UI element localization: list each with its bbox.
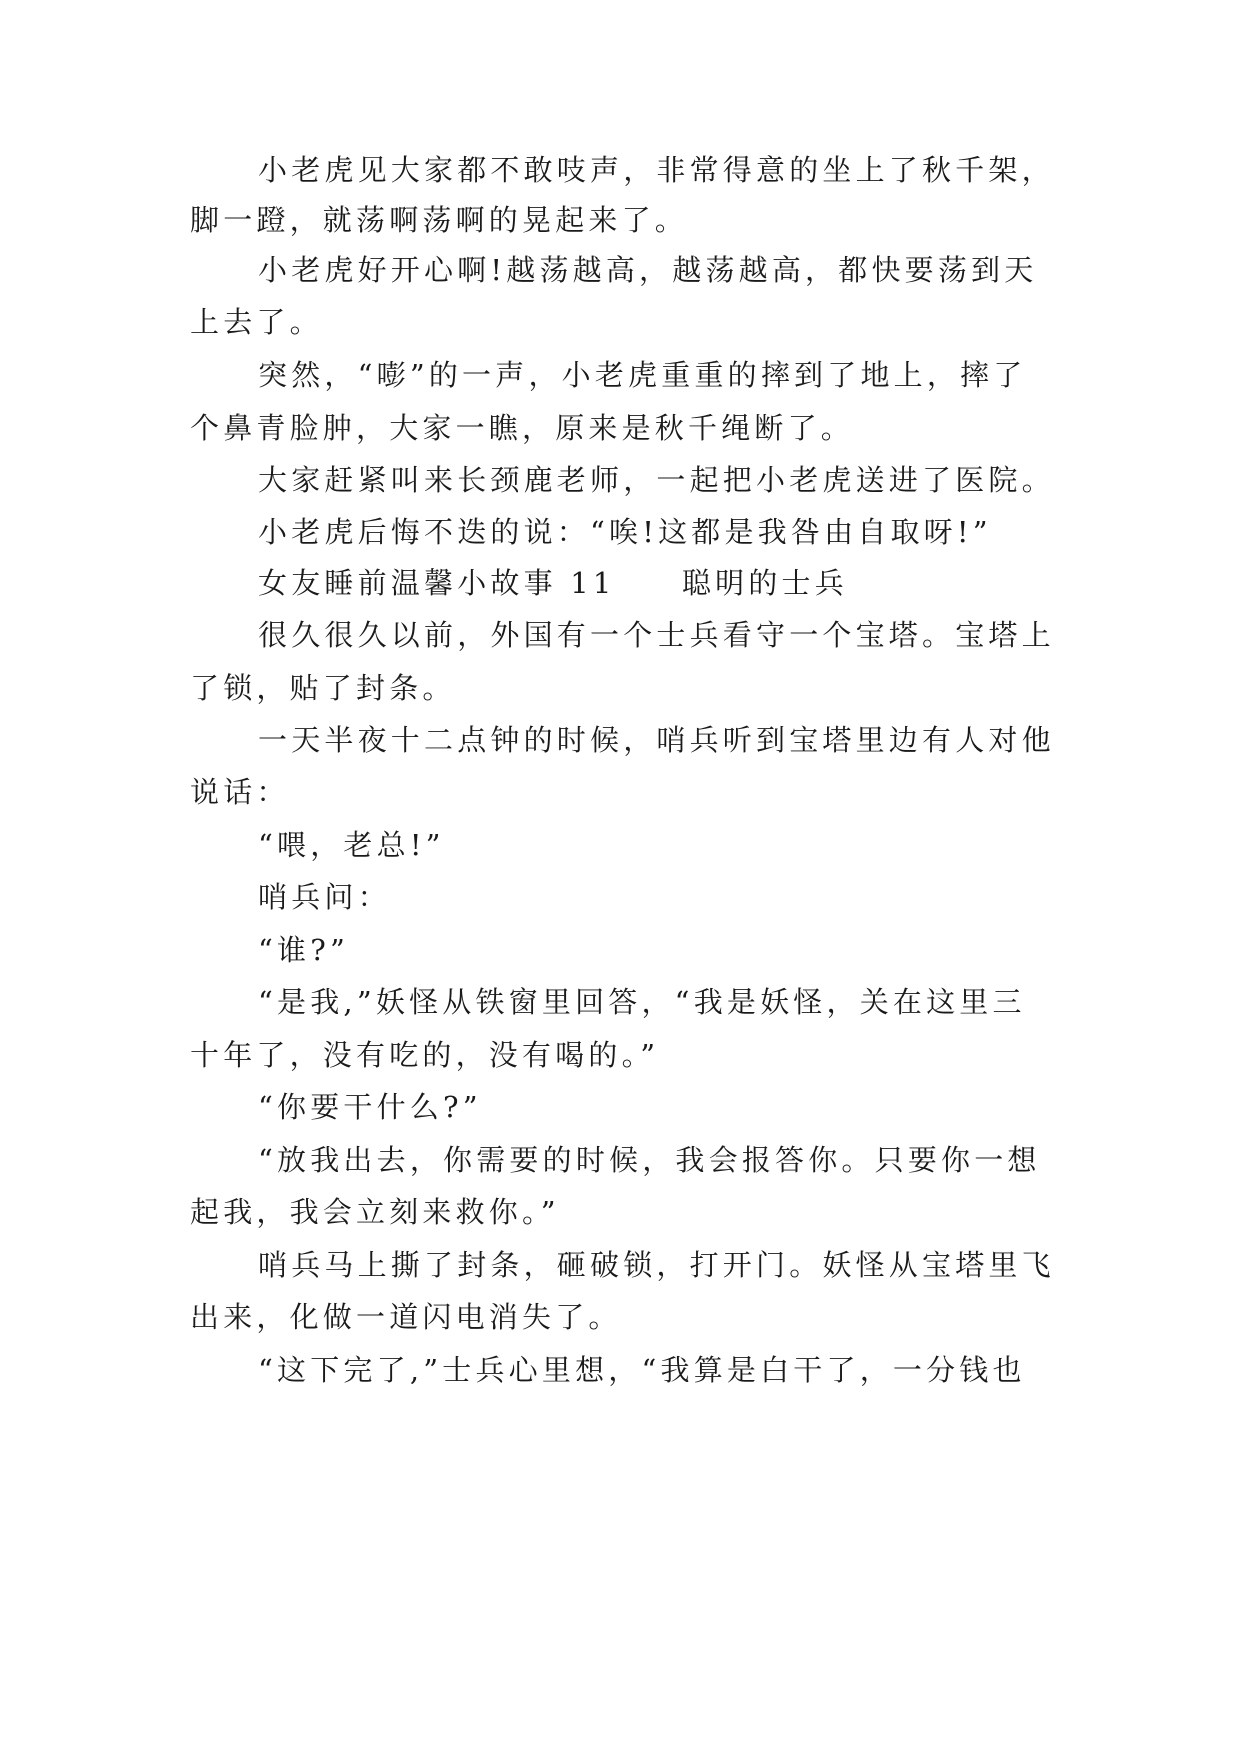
paragraph-line: “谁?” bbox=[258, 933, 349, 967]
paragraph-line: 哨兵马上撕了封条，砸破锁，打开门。妖怪从宝塔里飞 bbox=[258, 1248, 1055, 1282]
paragraph-line: 十年了，没有吃的，没有喝的。” bbox=[190, 1038, 660, 1072]
paragraph-line: 起我，我会立刻来救你。” bbox=[190, 1195, 560, 1229]
paragraph-line: 出来，化做一道闪电消失了。 bbox=[190, 1300, 622, 1334]
paragraph-line: “是我,”妖怪从铁窗里回答，“我是妖怪，关在这里三 bbox=[258, 985, 1026, 1019]
paragraph-line: “放我出去，你需要的时候，我会报答你。只要你一想 bbox=[258, 1143, 1041, 1177]
paragraph-line: 小老虎后悔不迭的说：“唉!这都是我咎由自取呀!” bbox=[258, 515, 992, 549]
paragraph-line: 小老虎见大家都不敢吱声，非常得意的坐上了秋千架， bbox=[258, 153, 1055, 187]
paragraph-line: 很久很久以前，外国有一个士兵看守一个宝塔。宝塔上 bbox=[258, 618, 1055, 652]
paragraph-line: “这下完了,”士兵心里想，“我算是白干了，一分钱也 bbox=[258, 1353, 1026, 1387]
paragraph-line: “喂，老总!” bbox=[258, 828, 445, 862]
story-title: 女友睡前温馨小故事 11 聪明的士兵 bbox=[258, 566, 848, 600]
paragraph-line: 大家赶紧叫来长颈鹿老师，一起把小老虎送进了医院。 bbox=[258, 463, 1055, 497]
paragraph-line: “你要干什么?” bbox=[258, 1090, 482, 1124]
paragraph-line: 说话： bbox=[190, 775, 290, 809]
paragraph-line: 哨兵问： bbox=[258, 880, 391, 914]
paragraph-line: 上去了。 bbox=[190, 305, 323, 339]
paragraph-line: 小老虎好开心啊!越荡越高，越荡越高，都快要荡到天 bbox=[258, 253, 1038, 287]
paragraph-line: 突然，“嘭”的一声，小老虎重重的摔到了地上，摔了 bbox=[258, 358, 1027, 392]
paragraph-line: 个鼻青脸肿，大家一瞧，原来是秋千绳断了。 bbox=[190, 411, 855, 445]
paragraph-line: 脚一蹬，就荡啊荡啊的晃起来了。 bbox=[190, 203, 689, 237]
paragraph-line: 一天半夜十二点钟的时候，哨兵听到宝塔里边有人对他 bbox=[258, 723, 1055, 757]
paragraph-line: 了锁，贴了封条。 bbox=[190, 671, 456, 705]
